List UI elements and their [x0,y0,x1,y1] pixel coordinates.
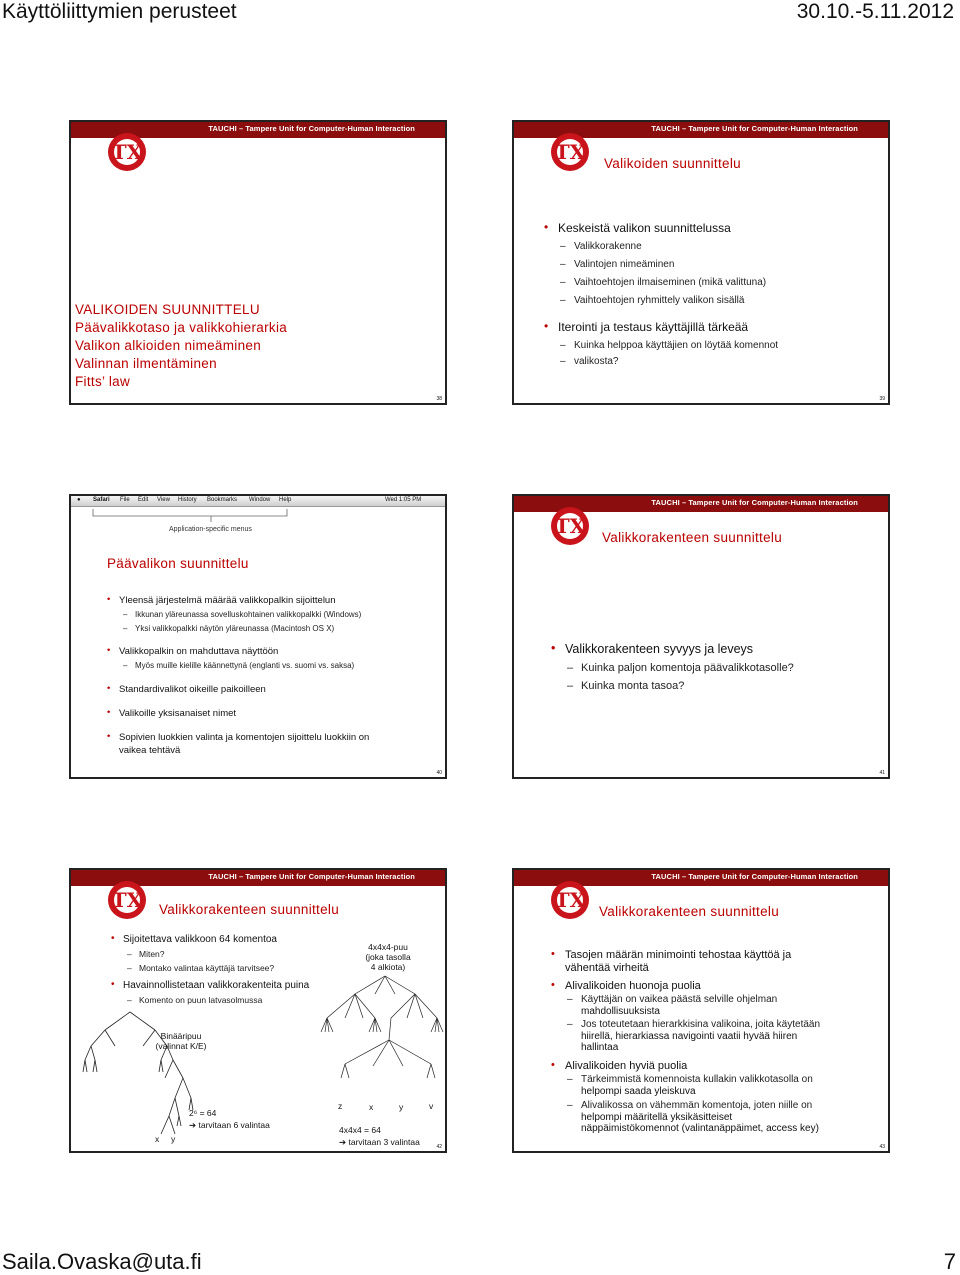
slide-40 [69,494,447,779]
slide-title: Valikkorakenteen suunnittelu [599,904,780,919]
bullet: • Yleensä järjestelmä määrää valikkopalkin sijoittelun [119,595,336,606]
sub-bullet-continued: helpompi määritellä yksikäsitteiset [581,1112,733,1123]
svg-text:TX: TX [554,140,586,164]
svg-text:TX: TX [554,514,586,538]
tauchi-logo-icon [546,874,594,922]
quad-tree-diagram [315,974,447,1104]
sub-bullet: – Tärkeimmistä komennoista kullakin valikkotasolla on [581,1075,813,1086]
sub-bullet: – Kuinka helppoa käyttäjien on löytää komennot [574,340,778,351]
slide-number: 39 [879,396,885,402]
slide-number: 38 [436,396,442,402]
binary-equation: 2⁶ = 64 [189,1108,217,1118]
menu-view: View [157,497,170,503]
sub-bullet: – Valikkorakenne [574,241,642,252]
tauchi-bar: TAUCHI – Tampere Unit for Computer-Human Interaction [71,122,445,138]
quad-tree-label: 4x4x4-puu (joka tasolla 4 alkiota) [365,942,411,972]
quad-equation: 4x4x4 = 64 [339,1125,381,1135]
mac-menubar [71,496,445,507]
slide-38 [69,120,447,405]
bullet: • Valikkorakenteen syvyys ja leveys [565,642,753,656]
bullet-continued: vähentää virheitä [565,962,649,974]
leaf-z: z [338,1101,343,1111]
svg-text:TX: TX [111,140,143,164]
bullet: • Alivalikoiden huonoja puolia [565,981,701,992]
sub-bullet: – Alivalikossa on vähemmän komentoja, joten niille on [581,1101,812,1112]
slide-39 [512,120,890,405]
page-number: 7 [943,1249,956,1274]
sub-bullet: – Myös muille kielille käännettynä (englanti vs. suomi vs. saksa) [135,661,354,670]
sub-bullet: – Ikkunan yläreunassa sovelluskohtainen valikkopalkki (Windows) [135,610,361,619]
sub-bullet: – Kuinka monta tasoa? [581,680,684,692]
sub-bullet-continued: näppäimistökomennot (valintanäppäimet, access key) [581,1123,819,1134]
bullet: • Valikoille yksisanaiset nimet [119,708,236,719]
binary-tree-label: Binääripuu (valinnat K/E) [155,1031,207,1051]
sub-bullet: – Miten? [139,949,165,959]
sub-bullet: – Montako valintaa käyttäjä tarvitsee? [139,963,274,973]
sub-bullet: – Valintojen nimeäminen [574,259,674,270]
tauchi-bar: TAUCHI – Tampere Unit for Computer-Human Interaction [514,496,888,512]
bullet: • Keskeistä valikon suunnittelussa [558,221,731,235]
slide-number: 42 [436,1144,442,1150]
agenda-line: Valikon alkioiden nimeäminen [75,338,262,353]
leaf-x: x [155,1134,160,1144]
tauchi-logo-icon [103,126,151,174]
binary-result: ➔ tarvitaan 6 valintaa [189,1120,270,1130]
document-header-date: 30.10.-5.11.2012 [796,0,954,23]
leaf-y: y [171,1134,176,1144]
bullet-continued: vaikea tehtävä [119,745,181,756]
menu-file: File [120,497,130,503]
menu-bracket [91,508,291,526]
slide-title: Päävalikon suunnittelu [107,556,249,571]
sub-bullet: – Käyttäjän on vaikea päästä selville ohjelman [581,995,777,1006]
sub-bullet-continued: – valikosta? [574,356,618,367]
sub-bullet: – Vaihtoehtojen ryhmittely valikon sisällä [574,295,744,306]
slide-number: 41 [879,770,885,776]
slide-number: 40 [436,770,442,776]
slide-title: Valikoiden suunnittelu [604,156,741,171]
agenda-line: Päävalikkotaso ja valikkohierarkia [75,320,288,335]
tauchi-bar: TAUCHI – Tampere Unit for Computer-Human Interaction [514,870,888,886]
tauchi-logo-icon [546,500,594,548]
slide-41 [512,494,890,779]
bullet: • Sopivien luokkien valinta ja komentojen sijoittelu luokkiin on [119,732,369,743]
bullet: • Tasojen määrän minimointi tehostaa käyttöä ja [565,950,791,961]
slide-title: Valikkorakenteen suunnittelu [602,530,783,545]
tauchi-bar: TAUCHI – Tampere Unit for Computer-Human Interaction [71,870,445,886]
leaf-v: v [429,1101,434,1111]
tauchi-logo-icon [103,874,151,922]
menu-caption: Application-specific menus [169,526,252,533]
quad-result: ➔ tarvitaan 3 valintaa [339,1137,420,1147]
sub-bullet-continued: mahdollisuuksista [581,1006,660,1017]
leaf-y: y [399,1102,404,1112]
document-header-title: Käyttöliittymien perusteet [2,0,237,23]
sub-bullet-continued: helpompi saada yleiskuva [581,1086,696,1097]
sub-bullet: – Vaihtoehtojen ilmaiseminen (mikä valittuna) [574,277,766,288]
sub-bullet: – Komento on puun latvasolmussa [139,995,262,1005]
bullet: • Havainnollistetaan valikkorakenteita puina [123,980,309,991]
sub-bullet: – Jos toteutetaan hierarkkisina valikoina, joita käytetään [581,1020,820,1031]
leaf-x: x [369,1102,374,1112]
apple-icon: ● [77,497,81,503]
menu-bookmarks: Bookmarks [207,497,238,503]
sub-bullet: – Kuinka paljon komentoja päävalikkotasolle? [581,662,794,674]
bullet: • Valikkopalkin on mahduttava näyttöön [119,646,278,657]
tauchi-logo-icon [546,126,594,174]
agenda-line: Valinnan ilmentäminen [75,356,217,371]
svg-text:TX: TX [111,888,143,912]
svg-text:TX: TX [554,888,586,912]
sub-bullet-continued: hallintaa [581,1042,619,1053]
sub-bullet: – Yksi valikkopalkki näytön yläreunassa (Macintosh OS X) [135,624,334,633]
slide-title: Valikkorakenteen suunnittelu [159,902,340,917]
sub-bullet-continued: hiirellä, hierarkiassa navigointi vaatii hyvää hiiren [581,1031,798,1042]
agenda-line: VALIKOIDEN SUUNNITTELU [75,302,260,317]
slide-number: 43 [879,1144,885,1150]
bullet: • Sijoitettava valikkoon 64 komentoa [123,934,277,945]
agenda-line: Fitts’ law [75,374,131,389]
clock: Wed 1:05 PM [385,497,422,503]
slide-42 [69,868,447,1153]
menu-safari: Safari [93,497,110,503]
menu-edit: Edit [138,497,149,503]
slide-43 [512,868,890,1153]
menu-history: History [178,497,197,503]
bullet: • Alivalikoiden hyviä puolia [565,1061,687,1072]
tauchi-bar: TAUCHI – Tampere Unit for Computer-Human Interaction [514,122,888,138]
menu-help: Help [279,497,292,503]
bullet: • Iterointi ja testaus käyttäjillä tärkeää [558,320,748,334]
menu-window: Window [249,497,271,503]
footer-email: Saila.Ovaska@uta.fi [2,1249,202,1274]
bullet: • Standardivalikot oikeille paikoilleen [119,684,266,695]
